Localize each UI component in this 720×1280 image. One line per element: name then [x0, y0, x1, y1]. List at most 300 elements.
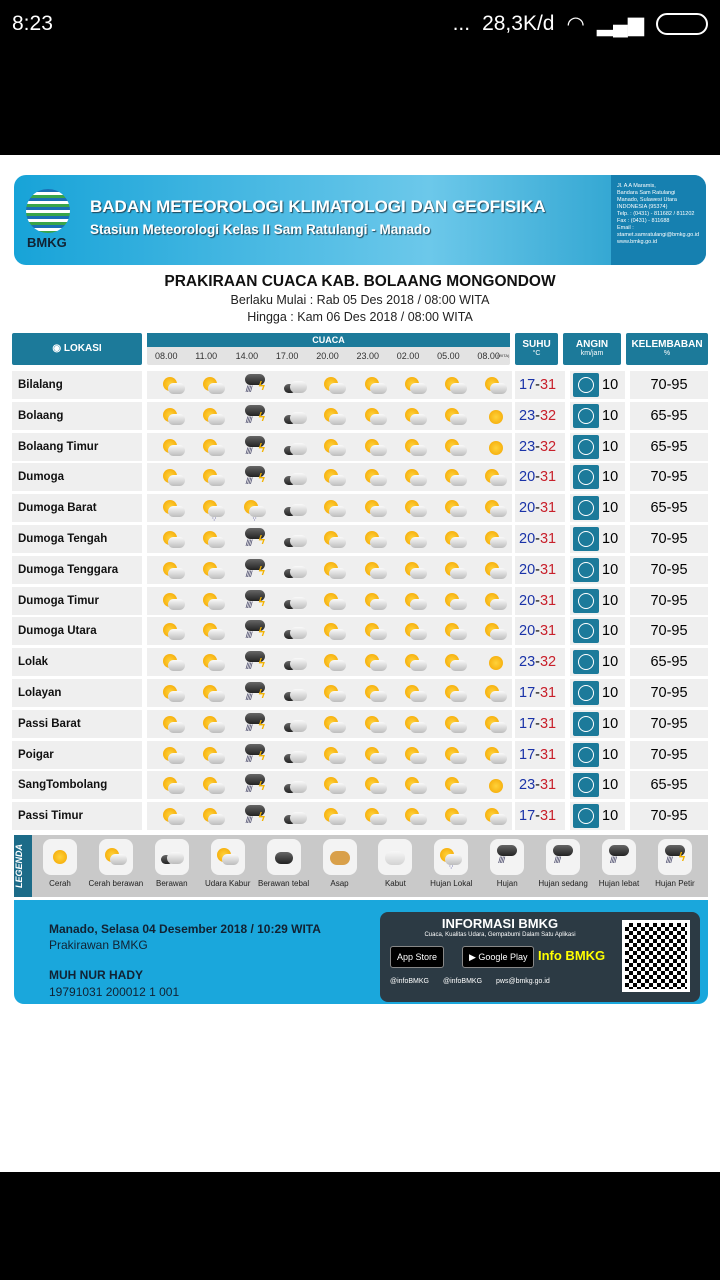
temp-max: 31 [539, 561, 557, 578]
wind [570, 433, 625, 461]
cloudy-icon [282, 622, 308, 642]
humidity: 70-95 [630, 587, 708, 615]
table-row [12, 433, 708, 461]
temp-min: 20 [519, 623, 536, 640]
legend-label: Kabut [384, 879, 406, 888]
weather-cells [147, 402, 512, 430]
temperature: 20-31 [515, 494, 565, 522]
temp-min: 17 [519, 746, 536, 763]
temperature: 23-32 [515, 433, 565, 461]
header-suhu [515, 333, 558, 365]
legend-label: Hujan Petir [655, 879, 695, 888]
valid-to: Hingga : Kam 06 Des 2018 / 08:00 WITA [247, 310, 473, 324]
humidity: 70-95 [630, 710, 708, 738]
partly-cloudy-icon [201, 715, 227, 735]
partly-cloudy-icon [322, 622, 348, 642]
info-title: INFORMASI BMKG [441, 916, 559, 931]
cloudy-icon [282, 376, 308, 396]
partly-cloudy-icon [363, 684, 389, 704]
partly-cloudy-icon [403, 653, 429, 673]
humidity: 65-95 [630, 494, 708, 522]
weather-cells [147, 494, 512, 522]
wind-speed: 10 [602, 592, 619, 609]
wind [570, 617, 625, 645]
wind-direction-icon [573, 496, 599, 520]
partly-cloudy-icon [403, 438, 429, 458]
humidity: 70-95 [630, 617, 708, 645]
address-line: Jl. A A Maramis, [617, 183, 656, 189]
location-name: Lolak [12, 648, 142, 676]
weather-cells [147, 617, 512, 645]
temperature: 23-31 [515, 771, 565, 799]
partly-cloudy-icon [443, 530, 469, 550]
qr-code [622, 920, 690, 992]
legend-label: Berawan [156, 879, 188, 888]
weather-cells [147, 556, 512, 584]
app-store-button[interactable] [390, 946, 444, 968]
wind-speed: 10 [602, 377, 619, 393]
address-line: Bandara Sam Ratulangi [617, 190, 676, 196]
email-link[interactable]: pws@bmkg.go.id [496, 978, 550, 985]
wind-speed: 10 [602, 808, 619, 825]
temp-min: 17 [519, 377, 536, 393]
wind-direction-icon [573, 773, 599, 797]
time-label: 02.00 [396, 351, 420, 361]
google-play-label: Google Play [478, 952, 528, 962]
temperature: 17-31 [515, 710, 565, 738]
partly-cloudy-icon [403, 715, 429, 735]
legend-item [144, 839, 200, 888]
angin-unit: km/jam [580, 350, 604, 357]
partly-cloudy-icon [322, 776, 348, 796]
time-label: 08.00 [477, 351, 500, 361]
partly-cloudy-icon [443, 807, 469, 827]
wind-speed: 10 [602, 685, 619, 701]
address-block [611, 175, 706, 265]
wind-direction-icon [573, 435, 599, 459]
header-banner [14, 175, 706, 265]
partly-cloudy-icon [483, 561, 509, 581]
table-row [12, 525, 708, 553]
partly-cloudy-icon [403, 561, 429, 581]
temperature: 20-31 [515, 556, 565, 584]
temp-max: 31 [539, 746, 557, 763]
legend-label: Berawan tebal [258, 879, 310, 888]
cloudy-icon [282, 684, 308, 704]
wind-direction-icon [573, 619, 599, 643]
wifi-icon: ◠ [566, 12, 585, 36]
sunny-icon [47, 847, 73, 867]
thunderstorm-icon: //// ϟ [242, 715, 268, 735]
partly-cloudy-icon [322, 530, 348, 550]
info-subtitle: Cuaca, Kualitas Udara, Gempabumi Dalam Satu Aplikasi [424, 932, 576, 938]
wind [570, 710, 625, 738]
cloudy-icon [282, 438, 308, 458]
partly-cloudy-icon [161, 807, 187, 827]
temp-max: 31 [539, 500, 557, 517]
partly-cloudy-icon [403, 776, 429, 796]
partly-cloudy-icon [201, 622, 227, 642]
temperature: 17-31 [515, 802, 565, 830]
station-name: Stasiun Meteorologi Kelas II Sam Ratulangi - Manado [90, 222, 431, 237]
logo-text: BMKG [27, 235, 67, 250]
legend-label: Asap [330, 879, 349, 888]
wind-direction-icon [573, 527, 599, 551]
signal-icon: ▂▄▆ [596, 12, 644, 36]
time-labels [147, 347, 510, 365]
humidity: 70-95 [630, 556, 708, 584]
partly-cloudy-icon [443, 653, 469, 673]
temperature: 17-31 [515, 741, 565, 769]
cloudy-icon [282, 468, 308, 488]
network-speed: 28,3K/d [482, 12, 555, 35]
partly-cloudy-icon [161, 407, 187, 427]
cloudy-icon [282, 653, 308, 673]
legend-item [479, 839, 535, 888]
location-name: Dumoga Barat [12, 494, 142, 522]
table-row [12, 494, 708, 522]
wind-direction-icon [573, 743, 599, 767]
weather-cells [147, 525, 512, 553]
table-row [12, 587, 708, 615]
wind [570, 679, 625, 707]
partly-cloudy-icon [363, 376, 389, 396]
thunderstorm-icon: //// ϟ [242, 807, 268, 827]
header-angin [563, 333, 621, 365]
temp-max: 31 [539, 531, 557, 547]
partly-cloudy-icon [483, 684, 509, 704]
partly-cloudy-icon [483, 622, 509, 642]
wind-speed: 10 [602, 561, 619, 578]
wind-direction-icon [573, 465, 599, 489]
location-name: Dumoga Tengah [12, 525, 142, 553]
table-row [12, 771, 708, 799]
temp-max: 31 [539, 623, 557, 640]
valid-from: Berlaku Mulai : Rab 05 Des 2018 / 08:00 WITA [230, 293, 490, 307]
wind [570, 741, 625, 769]
forecaster-role: Prakirawan BMKG [49, 938, 148, 952]
temp-max: 31 [539, 715, 557, 732]
local-rain-icon: ∵ [242, 499, 268, 519]
partly-cloudy-icon [201, 376, 227, 396]
partly-cloudy-icon [443, 376, 469, 396]
temperature: 20-31 [515, 617, 565, 645]
app-store-label: App Store [397, 952, 438, 962]
legend-label: Hujan lebat [598, 879, 640, 888]
social-links [390, 978, 550, 985]
legend-item [32, 839, 88, 888]
temperature: 20-31 [515, 463, 565, 491]
weather-cells [147, 710, 512, 738]
wind-speed: 10 [602, 623, 619, 640]
clock: 8:23 [12, 12, 53, 35]
partly-cloudy-icon [161, 438, 187, 458]
weather-cells [147, 648, 512, 676]
partly-cloudy-icon [201, 807, 227, 827]
table-row [12, 648, 708, 676]
wind-direction-icon [573, 373, 599, 397]
thunderstorm-icon: //// ϟ [242, 468, 268, 488]
legend-label: Hujan [496, 879, 518, 888]
address-line: Telp. : (0431) - 811682 / 811202 [617, 211, 695, 217]
temperature: 23-32 [515, 648, 565, 676]
humidity: 70-95 [630, 525, 708, 553]
legend [14, 835, 708, 897]
wind-speed: 10 [602, 746, 619, 763]
legend-item [200, 839, 256, 888]
partly-cloudy-icon [403, 468, 429, 488]
forecaster-name: MUH NUR HADY [49, 968, 143, 982]
partly-cloudy-icon [161, 561, 187, 581]
partly-cloudy-icon [322, 592, 348, 612]
partly-cloudy-icon [322, 746, 348, 766]
header-lokasi: ◉ LOKASI [12, 333, 142, 365]
partly-cloudy-icon [322, 807, 348, 827]
org-name: BADAN METEOROLOGI KLIMATOLOGI DAN GEOFISIKA [90, 197, 546, 216]
legend-item [591, 839, 647, 888]
cloudy-icon [282, 407, 308, 427]
partly-cloudy-icon [363, 438, 389, 458]
temp-min: 17 [519, 715, 536, 732]
partly-cloudy-icon [403, 592, 429, 612]
wind [570, 494, 625, 522]
location-name: Dumoga [12, 463, 142, 491]
partly-cloudy-icon [322, 407, 348, 427]
thunderstorm-icon: //// ϟ [662, 847, 688, 867]
weather-cells [147, 771, 512, 799]
wind-direction-icon [573, 712, 599, 736]
suhu-label: SUHU [522, 339, 551, 350]
partly-cloudy-icon [443, 468, 469, 488]
wind-speed: 10 [602, 715, 619, 732]
partly-cloudy-icon [443, 499, 469, 519]
partly-cloudy-icon [403, 807, 429, 827]
wind-direction-icon [573, 404, 599, 428]
table-row [12, 802, 708, 830]
wind-speed: 10 [602, 438, 619, 455]
header-cuaca [147, 333, 510, 365]
legend-item [367, 839, 423, 888]
partly-cloudy-icon [201, 653, 227, 673]
partly-cloudy-icon [443, 746, 469, 766]
partly-cloudy-icon [483, 592, 509, 612]
partly-cloudy-icon [363, 746, 389, 766]
legend-item [423, 839, 479, 888]
temp-min: 23 [519, 407, 536, 424]
cloudy-icon [282, 592, 308, 612]
wind [570, 525, 625, 553]
partly-cloudy-icon [201, 746, 227, 766]
partly-cloudy-icon [443, 592, 469, 612]
cloudy-icon [282, 715, 308, 735]
time-label: 14.00 [235, 351, 259, 361]
temp-min: 23 [519, 654, 536, 671]
legend-label: LEGENDA [14, 835, 32, 897]
instagram-link[interactable]: @infoBMKG [443, 978, 483, 985]
twitter-link[interactable]: @infoBMKG [390, 978, 430, 985]
location-name: Bilalang [12, 371, 142, 399]
partly-cloudy-icon [322, 653, 348, 673]
partly-cloudy-icon [161, 715, 187, 735]
partly-cloudy-icon [103, 847, 129, 867]
location-name: Passi Barat [12, 710, 142, 738]
temp-max: 32 [539, 407, 557, 424]
humidity: 70-95 [630, 679, 708, 707]
wind [570, 648, 625, 676]
time-label: 17.00 [275, 351, 299, 361]
wind [570, 371, 625, 399]
humidity: 70-95 [630, 371, 708, 399]
legend-label: Cerah berawan [88, 879, 144, 888]
time-label: 11.00 [195, 351, 218, 361]
partly-cloudy-icon [483, 746, 509, 766]
partly-cloudy-icon [443, 407, 469, 427]
haze-icon [215, 847, 241, 867]
legend-item [535, 839, 591, 888]
temp-min: 20 [519, 561, 536, 578]
partly-cloudy-icon [403, 746, 429, 766]
wind [570, 556, 625, 584]
temp-max: 32 [539, 438, 557, 455]
partly-cloudy-icon [483, 807, 509, 827]
forecast-image [0, 155, 720, 1172]
cloudy-icon [282, 530, 308, 550]
table-row [12, 741, 708, 769]
table-row [12, 402, 708, 430]
partly-cloudy-icon [443, 776, 469, 796]
partly-cloudy-icon [443, 715, 469, 735]
location-name: Bolaang [12, 402, 142, 430]
partly-cloudy-icon [483, 715, 509, 735]
weather-cells [147, 679, 512, 707]
partly-cloudy-icon [201, 684, 227, 704]
address-line: www.bmkg.go.id [617, 239, 658, 245]
humidity: 65-95 [630, 648, 708, 676]
weather-cells [147, 371, 512, 399]
partly-cloudy-icon [443, 438, 469, 458]
partly-cloudy-icon [363, 653, 389, 673]
partly-cloudy-icon [322, 376, 348, 396]
time-label: 23.00 [356, 351, 380, 361]
legend-item [88, 839, 144, 888]
temp-max: 31 [539, 592, 557, 609]
thunderstorm-icon: //// ϟ [242, 530, 268, 550]
temperature: 20-31 [515, 587, 565, 615]
temp-max: 31 [539, 469, 557, 486]
partly-cloudy-icon [443, 622, 469, 642]
partly-cloudy-icon [483, 499, 509, 519]
cloudy-icon [282, 807, 308, 827]
temp-min: 17 [519, 808, 536, 825]
humidity: 65-95 [630, 402, 708, 430]
partly-cloudy-icon [161, 376, 187, 396]
forecaster-nip: 19791031 200012 1 001 [49, 985, 180, 999]
cloudy-icon [282, 746, 308, 766]
partly-cloudy-icon [161, 499, 187, 519]
partly-cloudy-icon [363, 807, 389, 827]
weather-cells [147, 433, 512, 461]
temp-max: 31 [539, 685, 557, 701]
wind-speed: 10 [602, 469, 619, 486]
footer [14, 900, 708, 1004]
temp-min: 23 [519, 777, 536, 794]
legend-label: Udara Kabur [205, 879, 251, 888]
partly-cloudy-icon [363, 776, 389, 796]
partly-cloudy-icon [363, 592, 389, 612]
table-row [12, 710, 708, 738]
sunny-icon [483, 407, 509, 427]
local-rain-icon: ∵ [201, 499, 227, 519]
temperature: 17-31 [515, 679, 565, 707]
partly-cloudy-icon [363, 561, 389, 581]
local-rain-icon: ∵ [438, 847, 464, 867]
wind-speed: 10 [602, 777, 619, 794]
partly-cloudy-icon [161, 530, 187, 550]
google-play-button[interactable]: ▶ Google Play [462, 946, 534, 968]
wind-speed: 10 [602, 407, 619, 424]
partly-cloudy-icon [483, 376, 509, 396]
partly-cloudy-icon [201, 407, 227, 427]
wind-direction-icon [573, 589, 599, 613]
legend-label: Hujan sedang [538, 879, 588, 888]
status-bar [0, 0, 720, 48]
address-line: Manado, Sulawesi Utara [617, 197, 677, 203]
temp-min: 17 [519, 685, 536, 701]
humidity: 65-95 [630, 433, 708, 461]
page-title: PRAKIRAAN CUACA KAB. BOLAANG MONGONDOW [164, 273, 556, 290]
location-name: Poigar [12, 741, 142, 769]
cloudy-icon [159, 847, 185, 867]
legend-item [647, 839, 703, 888]
wind-speed: 10 [602, 654, 619, 671]
moderate-rain-icon: //// [550, 847, 576, 867]
weather-cells [147, 463, 512, 491]
partly-cloudy-icon [322, 715, 348, 735]
temp-max: 32 [539, 654, 557, 671]
wita-label: (WITA) [497, 353, 510, 358]
cloudy-icon [282, 499, 308, 519]
partly-cloudy-icon [322, 561, 348, 581]
app-name: Info BMKG [538, 948, 606, 963]
partly-cloudy-icon [322, 468, 348, 488]
partly-cloudy-icon [201, 468, 227, 488]
partly-cloudy-icon [363, 622, 389, 642]
legend-item [312, 839, 368, 888]
partly-cloudy-icon [161, 592, 187, 612]
overcast-icon [271, 847, 297, 867]
wind-direction-icon [573, 681, 599, 705]
wind [570, 802, 625, 830]
thunderstorm-icon: //// ϟ [242, 376, 268, 396]
partly-cloudy-icon [201, 530, 227, 550]
partly-cloudy-icon [161, 776, 187, 796]
temp-max: 31 [539, 377, 557, 393]
humidity: 70-95 [630, 463, 708, 491]
partly-cloudy-icon [443, 561, 469, 581]
table-row [12, 371, 708, 399]
wind-speed: 10 [602, 500, 619, 517]
cloudy-icon [282, 776, 308, 796]
location-name: Dumoga Timur [12, 587, 142, 615]
partly-cloudy-icon [161, 684, 187, 704]
partly-cloudy-icon [403, 530, 429, 550]
partly-cloudy-icon [363, 715, 389, 735]
wind [570, 587, 625, 615]
header-kelembaban [626, 333, 708, 365]
address-line: Fax : (0431) - 811688 [617, 218, 670, 224]
partly-cloudy-icon [201, 776, 227, 796]
address-line: Email : [617, 225, 634, 231]
